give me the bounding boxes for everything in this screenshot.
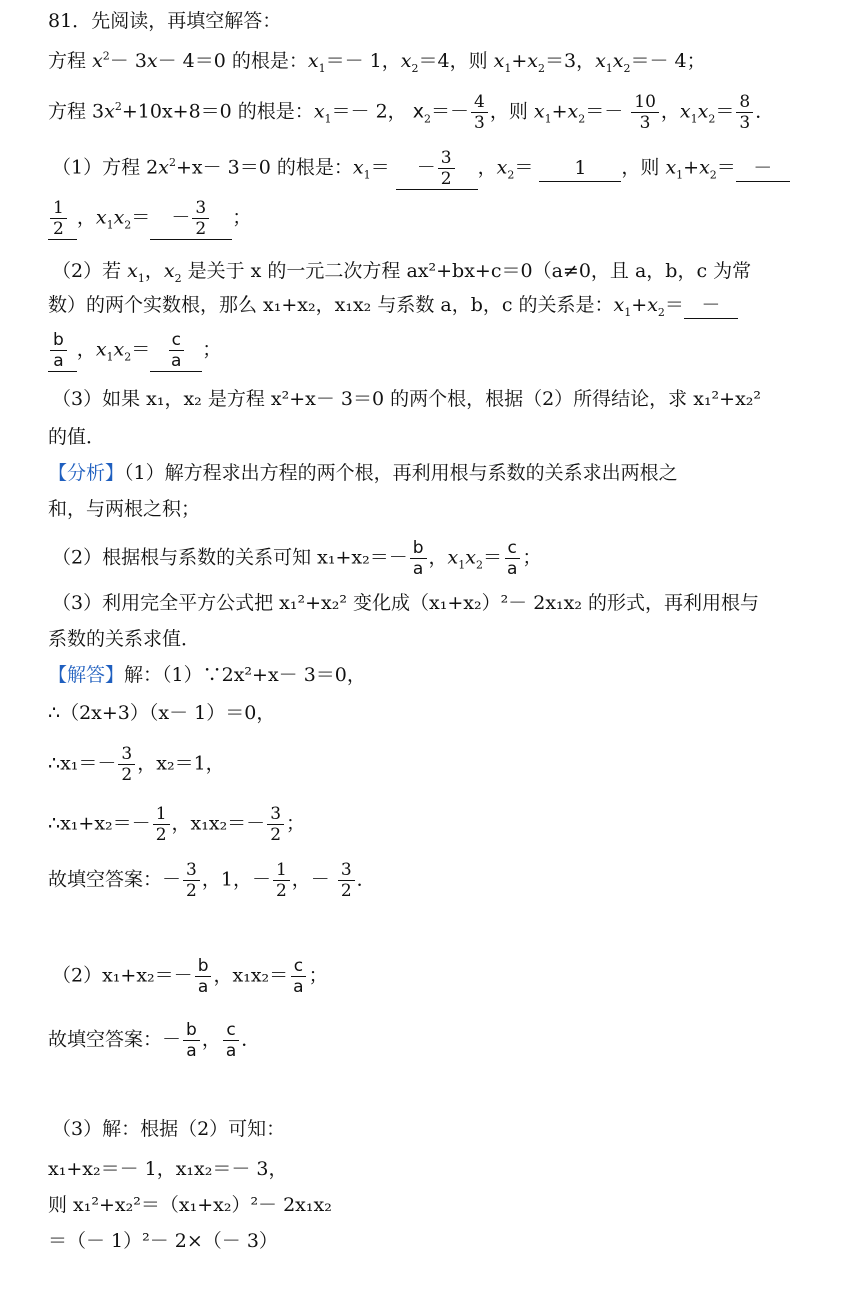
solution-s5-prefix: 故填空答案：: [48, 868, 163, 891]
question-3-line-1: （3）如果 x₁，x₂ 是方程 x²+x－ 3＝0 的两个根，根据（2）所得结论，求 x₁²+x₂²: [52, 388, 762, 410]
analysis-line-1b: 和，与两根之积；: [48, 498, 201, 520]
q2-answer-sum: $\frac{b}{a}$: [48, 330, 77, 372]
analysis-line-3: （3）利用完全平方公式把 x₁²+x₂² 变化成（x₁+x₂）²－ 2x₁x₂ 的形式，再利用根与: [52, 592, 760, 614]
solution-line-7: 故填空答案：－ $\frac{b}{a}$ ， $\frac{c}{a}$ ．: [48, 1020, 261, 1061]
ex2-prefix: 方程 3: [48, 100, 105, 123]
solution-line-8: （3）解：根据（2）可知：: [52, 1118, 286, 1140]
q1-answer-x1: － $\frac{3}{2}$: [396, 148, 478, 190]
ex2-sum-fraction: $\frac{10}{3}$: [631, 92, 659, 133]
ex1-sum: ＝3，: [544, 50, 596, 72]
ex2-product-fraction: $\frac{8}{3}$: [736, 92, 753, 133]
analysis-p2: （2）根据根与系数的关系可知 x₁+x₂＝－: [52, 546, 408, 569]
analysis-tag: 【分析】: [48, 462, 125, 484]
q2-answer-product: $\frac{c}{a}$: [150, 330, 202, 372]
solution-s7-prefix: 故填空答案：: [48, 1028, 163, 1051]
question-3-line-2: 的值．: [48, 426, 106, 448]
solution-line-5: 故填空答案：－ $\frac{3}{2}$ ，1，－ $\frac{1}{2}$ ，－ $\frac{3}{2}$ ．: [48, 860, 376, 901]
question-2-line-2: 数）的两个实数根，那么 x₁+x₂，x₁x₂ 与系数 a，b，c 的关系是：$x_1+x_2=$ －: [48, 292, 802, 319]
ex1-eq-tail: － 4＝0 的根是：: [157, 50, 308, 72]
solution-s6-end: ；: [308, 964, 328, 987]
q2-answer-sum-sign: －: [684, 292, 738, 319]
ex1-prefix: 方程: [48, 50, 87, 72]
q1-answer-sum: $\frac{1}{2}$: [48, 198, 77, 240]
analysis-line-1: [48, 460, 802, 486]
solution-line-2: ∴（2x+3）（x－ 1）＝0，: [48, 702, 276, 724]
solution-s4-mid: ，x₁x₂＝－: [171, 812, 266, 835]
ex2-root2-fraction: $\frac{4}{3}$: [471, 92, 488, 133]
solution-s6-prefix: （2）x₁+x₂＝－: [52, 964, 193, 987]
example-1: 方程 $x^2- 3x- 4=0$ 的根是：$x_1=- 1$，$x_2=4$，则 $x_1+x_2=3$，$x_1x_2=- 4$；: [48, 49, 706, 75]
solution-line-4: ∴x₁+x₂＝－ $\frac{1}{2}$ ，x₁x₂＝－ $\frac{3}{2}$ ；: [48, 804, 306, 845]
solution-line-11: ＝（－ 1）²－ 2×（－ 3）: [48, 1230, 278, 1252]
ex2-root1: ＝－ 2，: [331, 100, 407, 123]
question-2-line-3: $\frac{b}{a}$ ，$x_1x_2=$ $\frac{c}{a}$ ；: [48, 330, 802, 372]
solution-s4-end: ；: [286, 812, 306, 835]
q1-label: （1）方程 2: [52, 156, 159, 179]
q2-text-1: 是关于 x 的一元二次方程 ax²+bx+c＝0（a≠0，且 a，b，c 为常: [187, 260, 752, 282]
analysis-p1: （1）解方程求出方程的两个根，再利用根与系数的关系求出两根之: [124, 462, 678, 484]
q2-text-2: 数）的两个实数根，那么 x₁+x₂，x₁x₂ 与系数 a，b，c 的关系是：: [48, 294, 614, 316]
example-2: 方程 $3x^2+10x+8=0$ 的根是：$x_1=- 2$， $x_2=-$ $\frac{4}{3}$ ，则 $x_1+x_2=-$ $\frac{10}{3}$ ，$x_1x_2=$ $\frac{8}{3}$ ．: [48, 92, 775, 133]
problem-number: 81．: [48, 10, 92, 32]
question-2-line-1: （2）若 $x_1$，$x_2$ 是关于 x 的一元二次方程 ax²+bx+c＝0（a≠0，且 a，b，c 为常: [52, 260, 752, 285]
ex1-root2: ＝4，则: [418, 50, 494, 72]
solution-s4-prefix: ∴x₁+x₂＝－: [48, 812, 151, 835]
problem-title: [48, 8, 802, 34]
solution-line-1: [48, 662, 802, 688]
analysis-line-3b: 系数的关系求值．: [48, 628, 201, 650]
solution-s3-prefix: ∴x₁＝－: [48, 752, 117, 775]
q1-answer-product: － $\frac{3}{2}$: [150, 198, 232, 240]
solution-line-3: ∴x₁＝－ $\frac{3}{2}$ ，x₂＝1，: [48, 744, 225, 785]
q1-answer-x2: 1: [539, 155, 621, 182]
question-1-cont: $\frac{1}{2}$ ，$x_1x_2=$ － $\frac{3}{2}$ ；: [48, 198, 802, 240]
q1-eq-tail: +x－ 3＝0 的根是：: [175, 156, 353, 179]
solution-s6-mid: ，x₁x₂＝: [213, 964, 289, 987]
solution-line-6: （2）x₁+x₂＝－ $\frac{b}{a}$ ，x₁x₂＝ $\frac{c}{a}$ ；: [52, 956, 328, 997]
analysis-line-2: （2）根据根与系数的关系可知 x₁+x₂＝－ $\frac{b}{a}$ ，$x_1x_2=$ $\frac{c}{a}$ ；: [52, 538, 542, 579]
solution-line-9: x₁+x₂＝－ 1，x₁x₂＝－ 3，: [48, 1158, 288, 1180]
ex1-root1: ＝－ 1，: [325, 50, 401, 72]
solution-s1: 解：（1）∵2x²+x－ 3＝0，: [124, 664, 366, 686]
solution-tag: 【解答】: [48, 664, 125, 686]
q1-answer-sum-sign: －: [736, 155, 790, 182]
solution-s3-mid: ，x₂＝1，: [137, 752, 225, 775]
problem-heading: 先阅读，再填空解答：: [91, 10, 282, 32]
solution-line-10: 则 x₁²+x₂²＝（x₁+x₂）²－ 2x₁x₂: [48, 1194, 332, 1216]
ex1-product: ＝－ 4；: [630, 50, 706, 72]
ex2-eq-tail: +10x+8＝0 的根是：: [121, 100, 314, 123]
question-1: （1）方程 $2x^2+x- 3=0$ 的根是：$x_1=$ － $\frac{3}{2}$ ，$x_2= 1$ ，则 $x_1+x_2=$ －: [52, 148, 802, 190]
